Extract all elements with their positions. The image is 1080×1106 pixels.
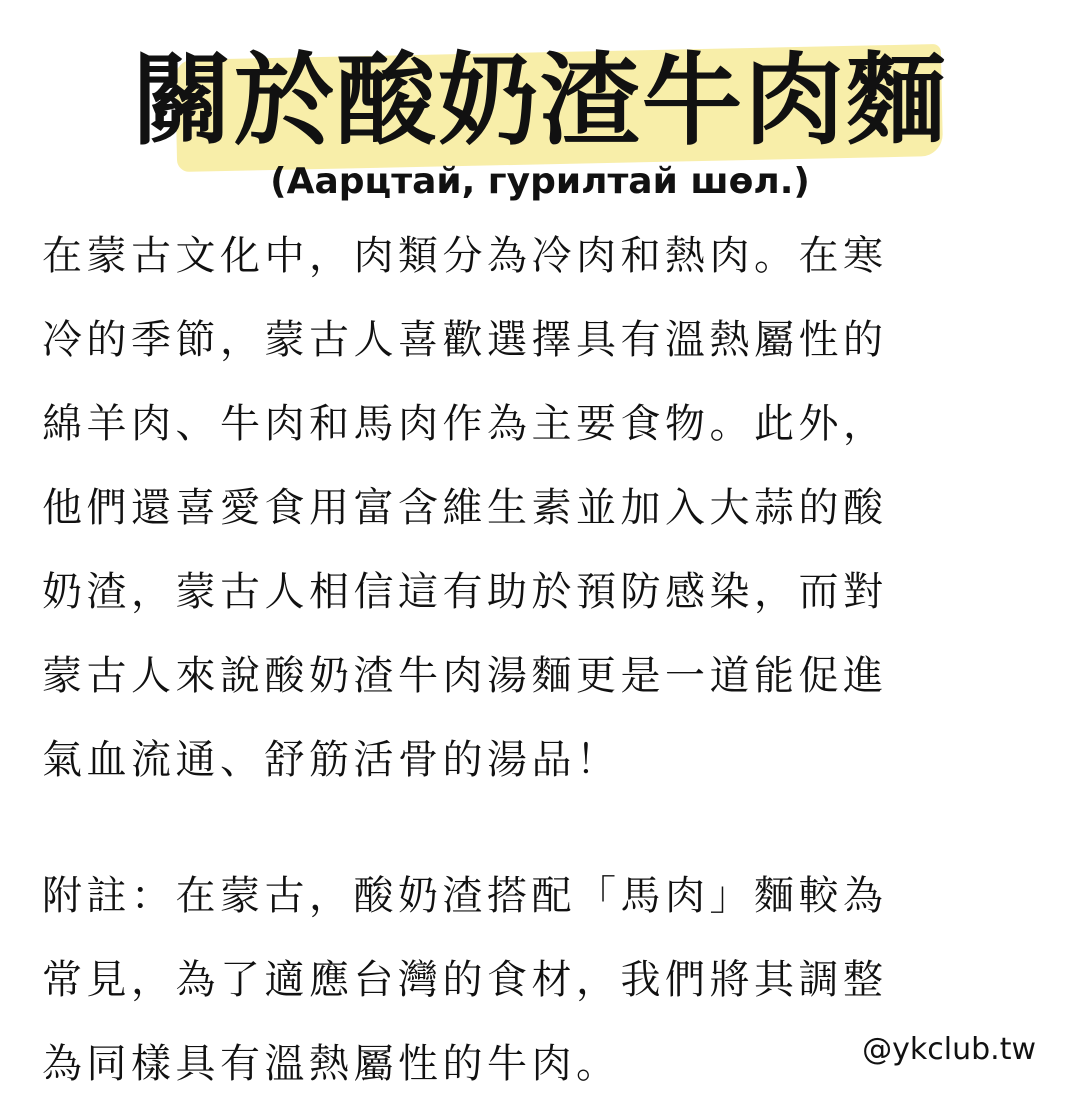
social-handle: @ykclub.tw	[862, 1032, 1036, 1067]
body-line: 在蒙古文化中，肉類分為冷肉和熱肉。在寒	[42, 233, 888, 279]
note-line: 為同樣具有溫熱屬性的牛肉。	[42, 1041, 621, 1087]
body-line: 氣血流通、舒筋活骨的湯品！	[42, 737, 621, 783]
page-title: 關於酸奶渣牛肉麵	[132, 42, 948, 159]
body-line: 蒙古人來說酸奶渣牛肉湯麵更是一道能促進	[42, 653, 888, 699]
body-line: 奶渣，蒙古人相信這有助於預防感染，而對	[42, 569, 888, 615]
note-line: 常見，為了適應台灣的食材，我們將其調整	[42, 957, 888, 1003]
page-subtitle: (Аарцтай, гурилтай шөл.)	[270, 161, 810, 202]
body-line: 冷的季節，蒙古人喜歡選擇具有溫熱屬性的	[42, 317, 888, 363]
body-line: 綿羊肉、牛肉和馬肉作為主要食物。此外，	[42, 401, 888, 447]
note-line: 附註：在蒙古，酸奶渣搭配「馬肉」麵較為	[42, 873, 888, 919]
body-line: 他們還喜愛食用富含維生素並加入大蒜的酸	[42, 485, 888, 531]
body-paragraph	[42, 214, 1042, 802]
